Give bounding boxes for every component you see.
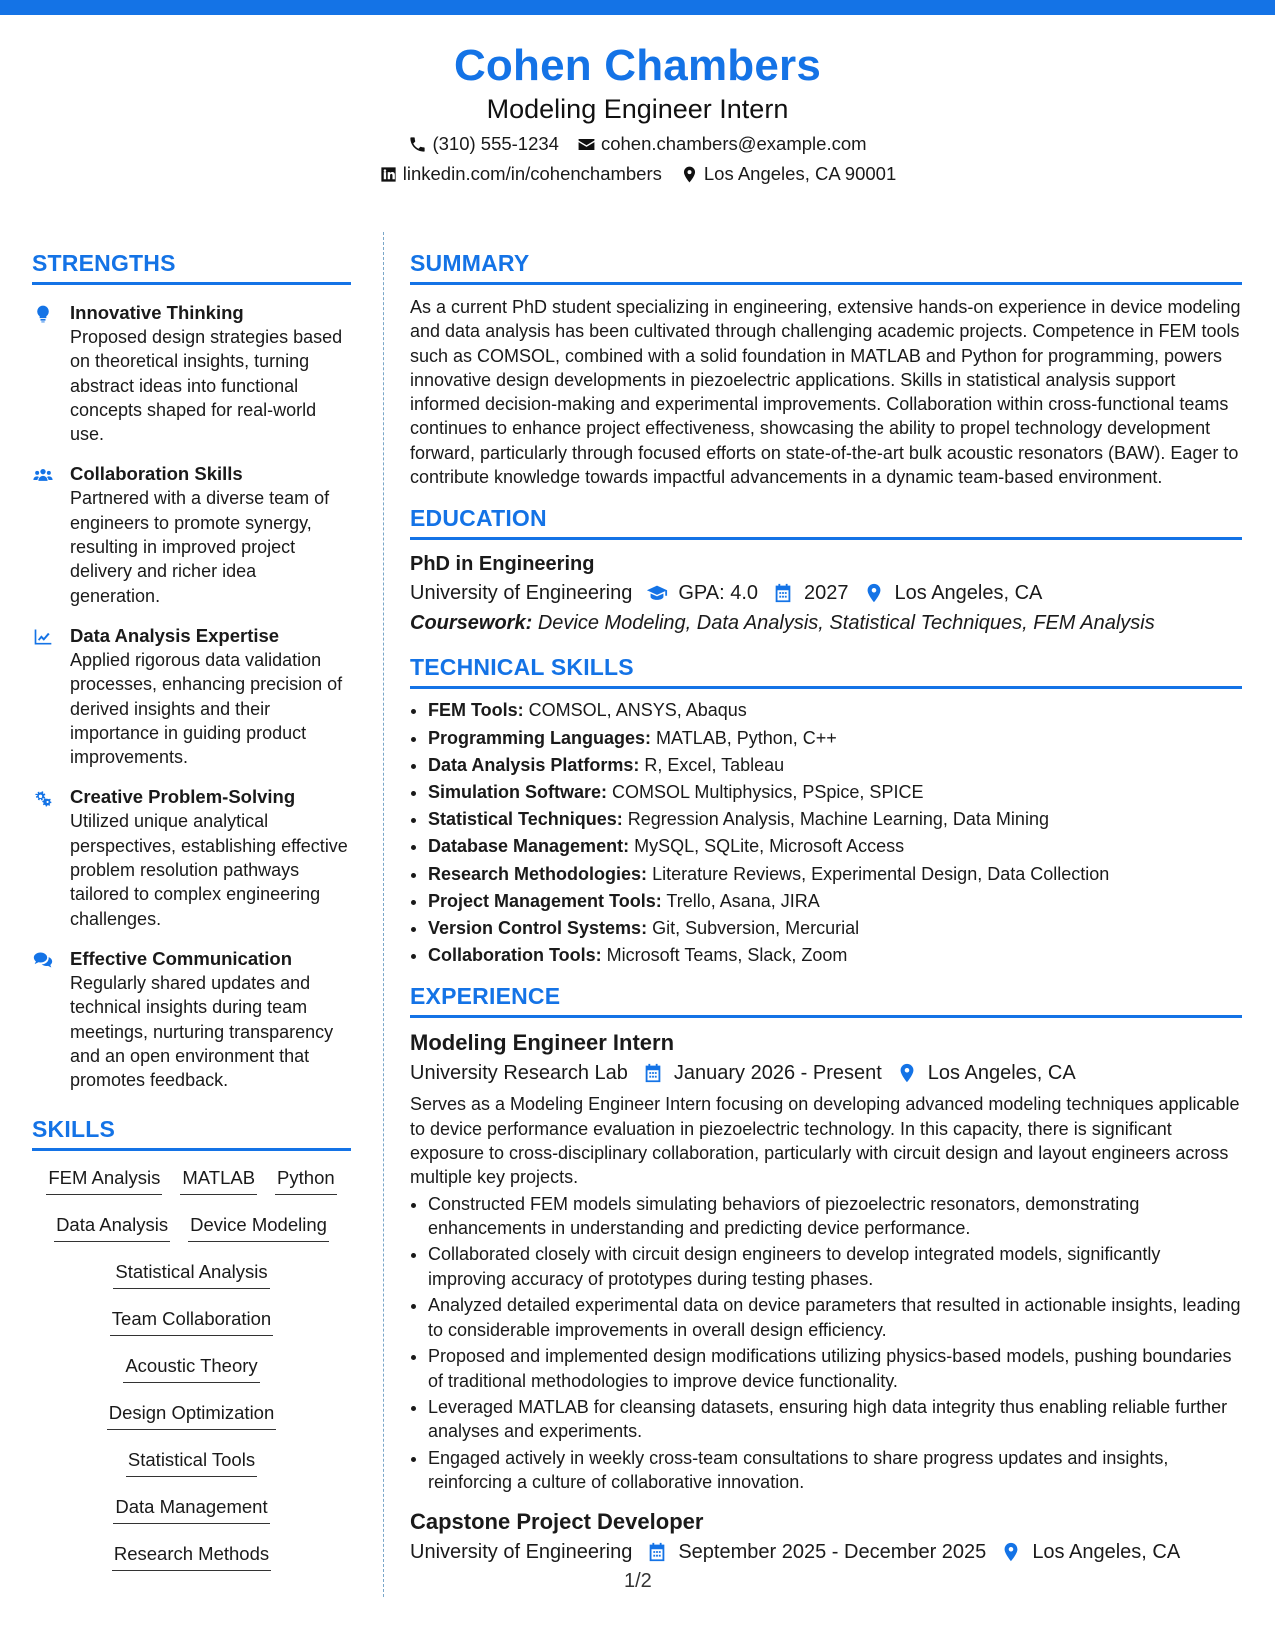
linkedin-text[interactable]: linkedin.com/in/cohenchambers	[402, 163, 662, 184]
technical-skills-heading: TECHNICAL SKILLS	[410, 652, 1242, 689]
skill-tag: Design Optimization	[107, 1400, 277, 1430]
top-accent-bar	[0, 0, 1275, 15]
strength-item	[32, 462, 351, 607]
strength-item	[32, 785, 351, 930]
candidate-name: Cohen Chambers	[453, 41, 822, 90]
comments-icon	[32, 950, 54, 970]
job-meta	[410, 1058, 1242, 1088]
skill-tag: Data Analysis	[54, 1212, 170, 1242]
candidate-title: Modeling Engineer Intern	[486, 94, 789, 124]
strength-desc: Applied rigorous data validation processes, enhancing precision of derived insights and their importance in guiding product improvements.	[70, 649, 343, 768]
job-description: Serves as a Modeling Engineer Intern focusing on developing advanced modeling techniques applicable to device performance evaluation in piezoelectric technology. In this capacity, there is significant exposure to cross-disciplinary collaboration, particularly with circuit design and layout engineers across multiple key projects.	[410, 1094, 1240, 1188]
linkedin-icon	[379, 165, 398, 184]
gpa: GPA: 4.0	[646, 578, 758, 608]
contact-line-2	[0, 162, 1275, 186]
map-pin-icon	[896, 1062, 918, 1084]
coursework-label: Coursework:	[410, 612, 533, 635]
page-number: 1/2	[624, 1570, 652, 1592]
list-item: • FEM Tools: COMSOL, ANSYS, Abaqus	[428, 697, 1242, 724]
map-pin-icon	[680, 165, 699, 184]
strength-title: Effective Communication	[70, 947, 293, 969]
graduation-cap-icon	[646, 582, 668, 604]
list-item: • Version Control Systems: Git, Subversion, Mercurial	[428, 915, 1242, 942]
skills-list	[32, 1165, 351, 1588]
summary-text: As a current PhD student specializing in engineering, extensive hands-on experience in device modeling and data analysis has been cultivated through challenging academic projects. Competence in FEM tools such as COMSOL, combined with a solid foundation in MATLAB and Python for programming, powers innovative design developments in piezoelectric applications. Skills in statistical analysis support informed decision-making and experimental improvements. Collaboration within cross-functional teams continues to enhance project effectiveness, showcasing the ability to propel technology development forward, particularly through focused efforts on state-of-the-art bulk acoustic resonators (BAW). Eager to contribute knowledge towards impactful advancements in a dynamic team-based environment.	[410, 297, 1241, 488]
phone-text: (310) 555-1234	[432, 133, 559, 154]
contact-linkedin[interactable]	[379, 162, 662, 186]
skill-tag: Team Collaboration	[110, 1306, 273, 1336]
list-item: • Collaborated closely with circuit design engineers to develop integrated models, significantly improving accuracy of prototypes during testing phases.	[428, 1242, 1242, 1291]
contact-phone	[408, 132, 559, 156]
strength-desc: Proposed design strategies based on theoretical insights, turning abstract ideas into functional concepts shaped for real-world use.	[70, 327, 343, 445]
skill-tag: Statistical Analysis	[113, 1259, 269, 1289]
list-item: • Leveraged MATLAB for cleansing datasets, ensuring high data integrity thus enabling reliable further analyses and experiments.	[428, 1395, 1242, 1444]
school-name: University of Engineering	[410, 582, 633, 605]
map-pin-icon	[863, 582, 885, 604]
job-location: Los Angeles, CA	[896, 1058, 1076, 1088]
list-item: • Simulation Software: COMSOL Multiphysics, PSpice, SPICE	[428, 779, 1242, 806]
experience-heading: EXPERIENCE	[410, 981, 1242, 1018]
column-divider	[383, 232, 384, 1597]
skill-tag: Research Methods	[112, 1541, 271, 1571]
location-text: Los Angeles, CA 90001	[703, 163, 897, 184]
strength-item	[32, 624, 351, 769]
education-location: Los Angeles, CA	[863, 578, 1043, 608]
skill-tag: Statistical Tools	[126, 1447, 257, 1477]
strengths-heading: STRENGTHS	[32, 248, 351, 285]
job-meta	[410, 1537, 1242, 1567]
job-org: University Research Lab	[410, 1062, 628, 1085]
users-icon	[32, 465, 54, 485]
job-location: Los Angeles, CA	[1000, 1537, 1180, 1567]
job-bullets	[410, 1192, 1242, 1495]
degree-title: PhD in Engineering	[410, 553, 595, 576]
calendar-icon	[642, 1062, 664, 1084]
email-text[interactable]: cohen.chambers@example.com	[600, 133, 867, 154]
strength-title: Innovative Thinking	[70, 302, 244, 323]
strength-desc: Utilized unique analytical perspectives, establishing effective problem resolution pathways tailored to complex engineering challenges.	[70, 811, 348, 929]
skill-tag: MATLAB	[180, 1165, 257, 1195]
technical-skills-list	[410, 697, 1242, 969]
graduation-year: 2027	[772, 578, 849, 608]
list-item: • Research Methodologies: Literature Reviews, Experimental Design, Data Collection	[428, 861, 1242, 888]
list-item: • Collaboration Tools: Microsoft Teams, Slack, Zoom	[428, 942, 1242, 969]
strength-desc: Regularly shared updates and technical insights during team meetings, nurturing transparency and an open environment that promotes feedback.	[70, 972, 334, 1091]
map-pin-icon	[1000, 1541, 1022, 1563]
summary-heading: SUMMARY	[410, 248, 1242, 285]
skill-tag: FEM Analysis	[46, 1165, 162, 1195]
job-title: Modeling Engineer Intern	[410, 1030, 675, 1056]
left-column	[32, 248, 351, 1588]
list-item: • Analyzed detailed experimental data on device parameters that resulted in actionable insights, leading to considerable improvements in overall design efficiency.	[428, 1293, 1242, 1342]
skill-tag: Device Modeling	[188, 1212, 329, 1242]
lightbulb-icon	[32, 304, 54, 324]
skill-tag: Python	[275, 1165, 337, 1195]
list-item: • Proposed and implemented design modifications utilizing physics-based models, pushing boundaries of traditional methodologies to improve device functionality.	[428, 1344, 1242, 1393]
contact-location	[680, 162, 896, 186]
contact-line-1	[0, 132, 1275, 156]
right-column	[410, 248, 1242, 1567]
coursework-list: Device Modeling, Data Analysis, Statistical Techniques, FEM Analysis	[537, 612, 1155, 635]
strength-item	[32, 301, 351, 446]
strength-title: Collaboration Skills	[70, 463, 243, 485]
list-item: • Engaged actively in weekly cross-team consultations to share progress updates and insights, reinforcing a culture of collaborative innovation.	[428, 1446, 1242, 1495]
strength-title: Data Analysis Expertise	[70, 624, 280, 646]
chart-line-icon	[32, 627, 54, 647]
job-dates: January 2026 - Present	[642, 1058, 882, 1088]
coursework-line	[410, 608, 1242, 638]
gears-icon	[32, 788, 54, 808]
list-item: • Project Management Tools: Trello, Asana, JIRA	[428, 888, 1242, 915]
strength-item	[32, 947, 351, 1092]
skills-heading: SKILLS	[32, 1114, 351, 1151]
strength-title: Creative Problem-Solving	[70, 786, 296, 808]
list-item: • Constructed FEM models simulating behaviors of piezoelectric resonators, demonstrating enhancements in understanding and predicting device performance.	[428, 1192, 1242, 1241]
education-meta	[410, 578, 1242, 608]
phone-icon	[408, 135, 427, 154]
contact-email[interactable]	[577, 132, 867, 156]
list-item: • Database Management: MySQL, SQLite, Microsoft Access	[428, 833, 1242, 860]
list-item: • Data Analysis Platforms: R, Excel, Tableau	[428, 752, 1242, 779]
education-heading: EDUCATION	[410, 503, 1242, 540]
resume-header	[0, 40, 1275, 186]
envelope-icon	[577, 135, 596, 154]
calendar-icon	[646, 1541, 668, 1563]
skill-tag: Data Management	[113, 1494, 269, 1524]
list-item: • Programming Languages: MATLAB, Python, C++	[428, 725, 1242, 752]
calendar-icon	[772, 582, 794, 604]
job-org: University of Engineering	[410, 1540, 633, 1563]
strength-desc: Partnered with a diverse team of engineers to promote synergy, resulting in improved project delivery and richer idea generation.	[70, 488, 330, 606]
job-dates: September 2025 - December 2025	[646, 1537, 986, 1567]
skill-tag: Acoustic Theory	[123, 1353, 259, 1383]
job-title: Capstone Project Developer	[410, 1508, 704, 1534]
list-item: • Statistical Techniques: Regression Analysis, Machine Learning, Data Mining	[428, 806, 1242, 833]
